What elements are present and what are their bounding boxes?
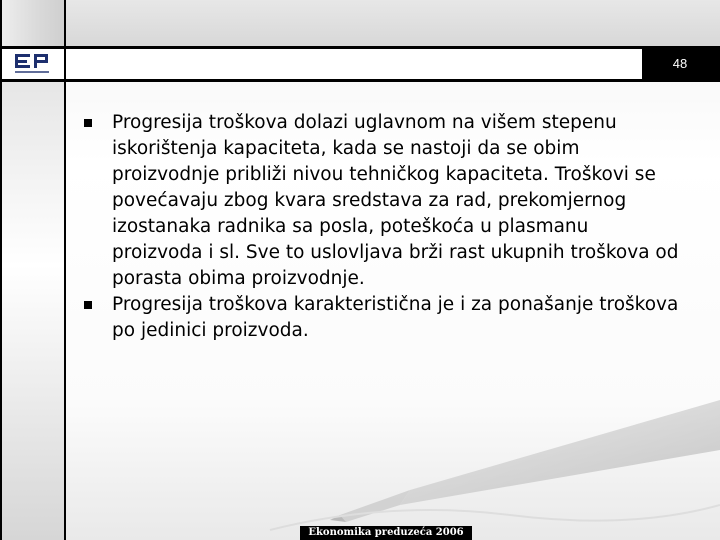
bullet-square-icon <box>84 301 92 309</box>
page-number: 48 <box>672 56 688 71</box>
top-gradient-area <box>66 0 720 48</box>
bullet-text: Progresija troškova dolazi uglavnom na višem stepenu iskorištenja kapaciteta, kada se nastoji da se obim proizvodnje približi nivou tehničkog kapaciteta. Troškovi se povećavaju zbog kvara sredstava za rad, prekomjernog izostanaka radnika sa posla, poteškoća u plasmanu proizvoda i sl. Sve to uslovljava brži rast ukupnih troškova od porasta obima proizvodnje. <box>112 112 679 289</box>
logo <box>2 49 64 79</box>
fountain-pen-watermark-icon <box>250 380 720 540</box>
header-title-area <box>66 49 642 79</box>
bullet-square-icon <box>84 119 92 127</box>
footer-caption: Ekonomika preduzeća 2006 <box>300 526 472 540</box>
bullet-text: Progresija troškova karakteristična je i za ponašanje troškova po jedinici proizvoda. <box>112 294 679 341</box>
left-band-lower-inner <box>2 82 64 540</box>
logo-icon <box>14 53 54 75</box>
content-area <box>82 110 682 344</box>
bullet-item <box>82 110 682 292</box>
bullet-item <box>82 292 682 344</box>
